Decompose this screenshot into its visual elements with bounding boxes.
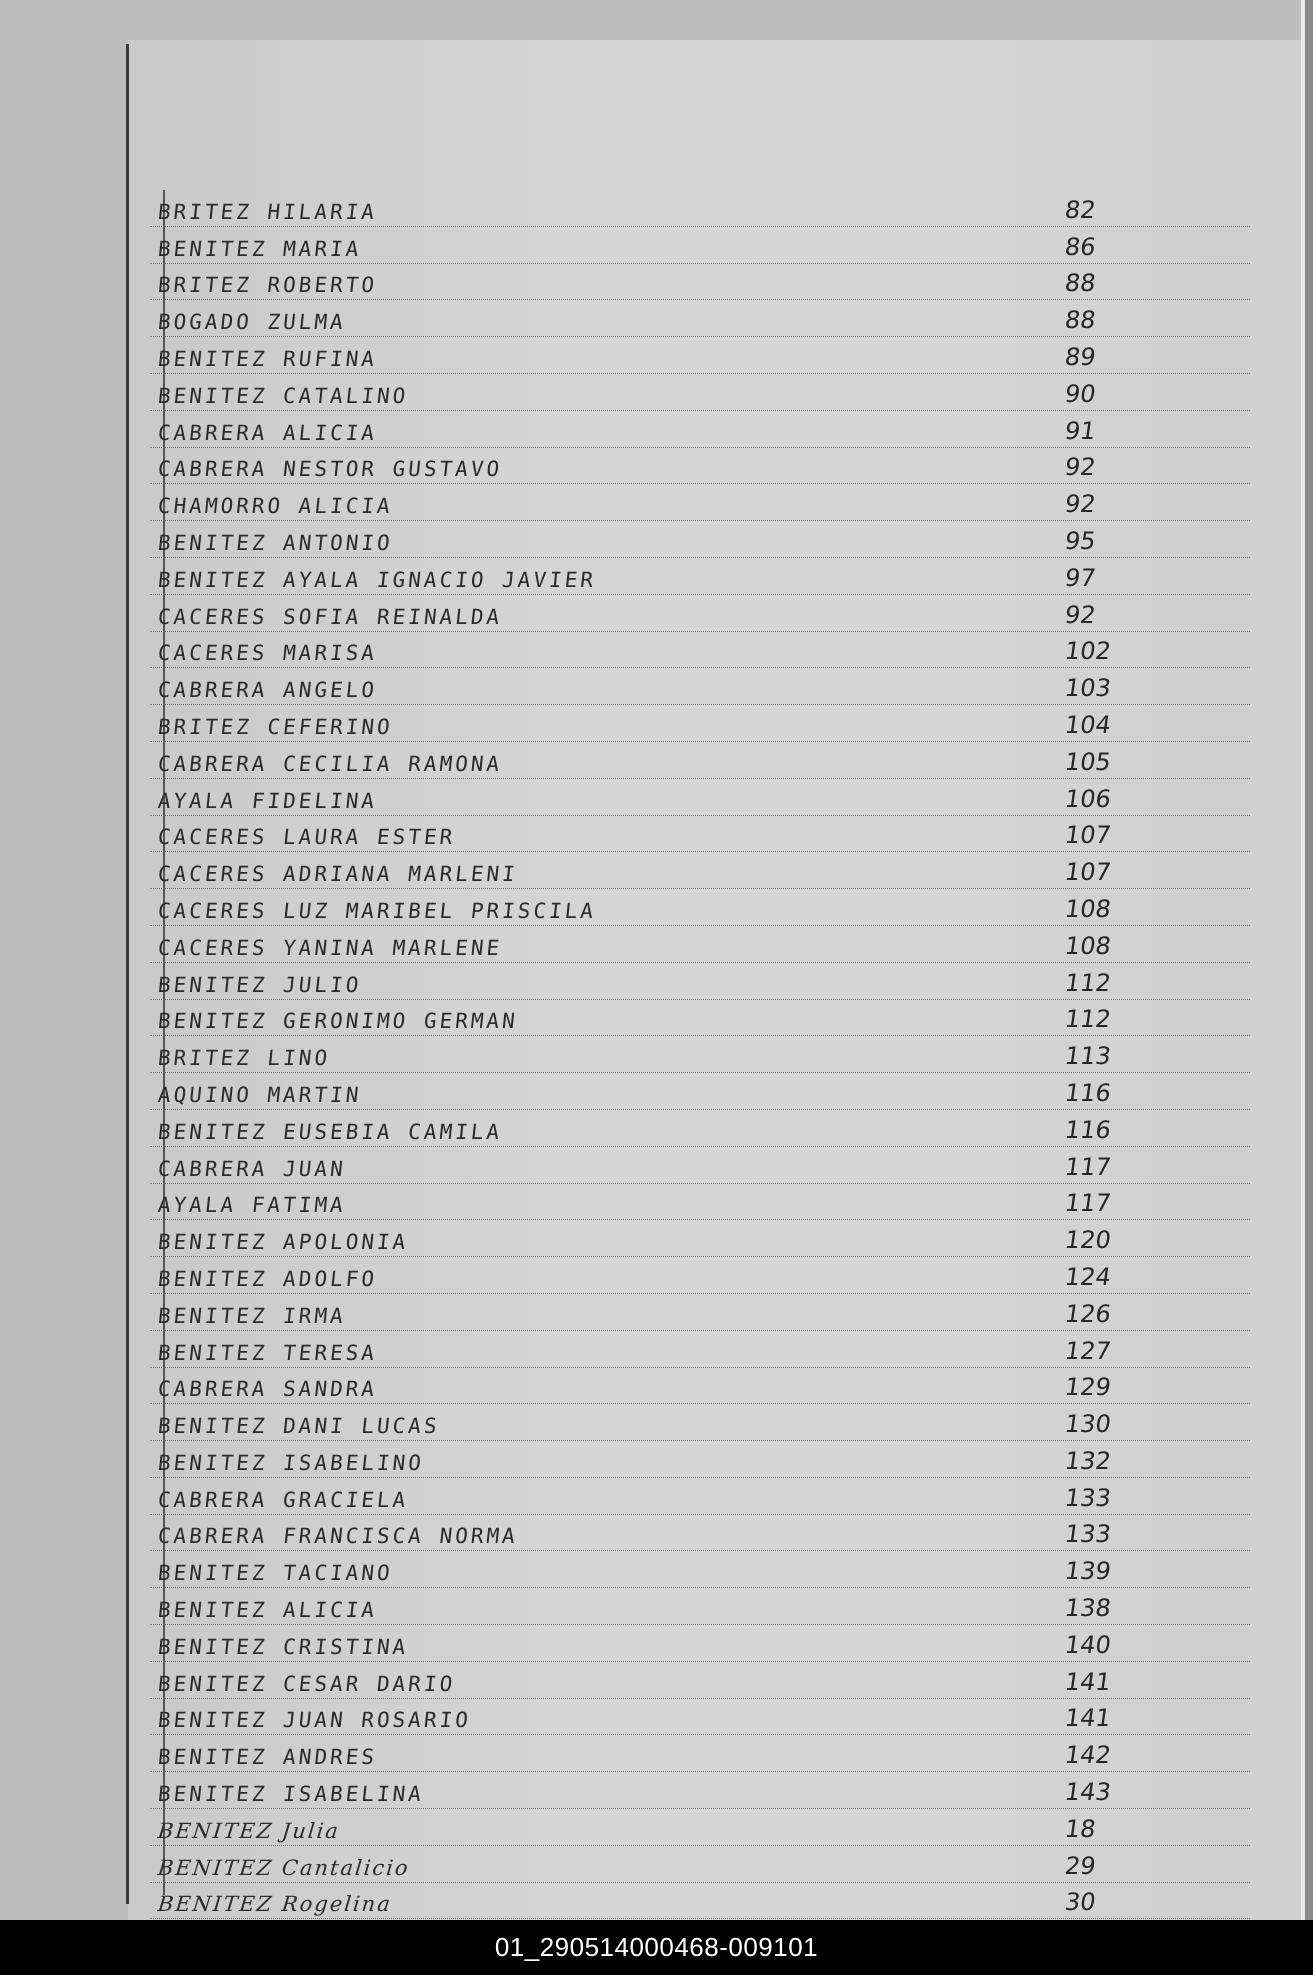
list-item: [150, 852, 1250, 889]
entry-number: 133: [1063, 1520, 1113, 1549]
list-item: [150, 448, 1250, 485]
entry-number: 105: [1063, 747, 1113, 776]
entry-number: 97: [1063, 563, 1098, 592]
entry-name: CABRERA ANGELO: [156, 678, 379, 703]
entry-name: BENITEZ IRMA: [156, 1303, 347, 1328]
entry-name: CACERES YANINA MARLENE: [156, 935, 504, 960]
list-item: [150, 1404, 1250, 1441]
list-item: [150, 1515, 1250, 1552]
entry-number: 116: [1063, 1078, 1113, 1107]
list-item: [150, 374, 1250, 411]
list-item: [150, 926, 1250, 963]
list-item: [150, 1551, 1250, 1588]
entry-name: BENITEZ ADOLFO: [156, 1266, 379, 1291]
entry-number: 102: [1063, 637, 1113, 666]
binding-edge: [126, 44, 129, 1904]
list-item: [150, 1846, 1250, 1883]
entry-number: 82: [1063, 195, 1098, 224]
list-item: [150, 595, 1250, 632]
entry-name: BRITEZ HILARIA: [156, 199, 379, 224]
entry-name: BENITEZ TACIANO: [156, 1561, 394, 1586]
entry-number: 132: [1063, 1446, 1113, 1475]
entry-name: BRITEZ ROBERTO: [156, 273, 379, 298]
list-item: [150, 1699, 1250, 1736]
list-item: [150, 668, 1250, 705]
entry-number: 88: [1063, 269, 1098, 298]
entry-number: 112: [1063, 968, 1113, 997]
entry-name: BRITEZ LINO: [156, 1046, 332, 1071]
entry-number: 130: [1063, 1410, 1113, 1439]
entry-number: 92: [1063, 600, 1098, 629]
entry-number: 124: [1063, 1262, 1113, 1291]
entry-name: BENITEZ ANTONIO: [156, 530, 394, 555]
list-item: [150, 411, 1250, 448]
list-item: [150, 190, 1250, 227]
entry-number: 126: [1063, 1299, 1113, 1328]
entry-number: 18: [1063, 1814, 1098, 1843]
list-item: [150, 742, 1250, 779]
entry-number: 88: [1063, 306, 1098, 335]
entry-number: 112: [1063, 1005, 1113, 1034]
entry-name: AQUINO MARTIN: [156, 1082, 363, 1107]
entry-name: BENITEZ CESAR DARIO: [156, 1671, 457, 1696]
entry-name: BENITEZ JUAN ROSARIO: [156, 1708, 473, 1733]
entry-name: BENITEZ ALICIA: [156, 1598, 379, 1623]
entry-number: 29: [1063, 1851, 1098, 1880]
list-item: [150, 1588, 1250, 1625]
entry-number: 139: [1063, 1557, 1113, 1586]
entry-number: 95: [1063, 526, 1098, 555]
list-item: [150, 1662, 1250, 1699]
list-item: [150, 558, 1250, 595]
entry-number: 129: [1063, 1373, 1113, 1402]
entry-number: 113: [1063, 1042, 1113, 1071]
entry-number: 141: [1063, 1667, 1113, 1696]
entry-name: CACERES SOFIA REINALDA: [156, 604, 504, 629]
list-item: [150, 300, 1250, 337]
entry-number: 141: [1063, 1704, 1113, 1733]
entry-number: 120: [1063, 1226, 1113, 1255]
entry-number: 140: [1063, 1630, 1113, 1659]
entry-number: 92: [1063, 453, 1098, 482]
entry-number: 92: [1063, 490, 1098, 519]
entry-name: BRITEZ CEFERINO: [156, 714, 394, 739]
entry-name: AYALA FIDELINA: [156, 788, 379, 813]
entry-name: BENITEZ ISABELINA: [156, 1782, 426, 1807]
list-item: [150, 889, 1250, 926]
entry-name: BENITEZ Rogelina: [156, 1892, 394, 1917]
list-item: [150, 963, 1250, 1000]
list-item: [150, 1073, 1250, 1110]
entry-name: BENITEZ EUSEBIA CAMILA: [156, 1119, 504, 1144]
name-list: [150, 190, 1250, 1919]
list-item: [150, 227, 1250, 264]
entry-number: 143: [1063, 1778, 1113, 1807]
list-item: [150, 1147, 1250, 1184]
entry-name: CABRERA NESTOR GUSTAVO: [156, 457, 504, 482]
list-item: [150, 1368, 1250, 1405]
list-item: [150, 484, 1250, 521]
list-item: [150, 1257, 1250, 1294]
entry-number: 104: [1063, 710, 1113, 739]
list-item: [150, 1441, 1250, 1478]
entry-name: BENITEZ MARIA: [156, 236, 363, 261]
list-item: [150, 1625, 1250, 1662]
entry-number: 138: [1063, 1594, 1113, 1623]
entry-name: CHAMORRO ALICIA: [156, 494, 394, 519]
entry-name: BENITEZ ISABELINO: [156, 1450, 426, 1475]
entry-name: BENITEZ AYALA IGNACIO JAVIER: [156, 567, 598, 592]
entry-number: 30: [1063, 1888, 1098, 1917]
entry-name: CABRERA JUAN: [156, 1156, 347, 1181]
entry-number: 89: [1063, 342, 1098, 371]
entry-number: 117: [1063, 1152, 1113, 1181]
entry-name: CABRERA SANDRA: [156, 1377, 379, 1402]
entry-name: BENITEZ Julia: [156, 1818, 342, 1843]
list-item: [150, 264, 1250, 301]
list-item: [150, 779, 1250, 816]
entry-name: CACERES LAURA ESTER: [156, 825, 457, 850]
entry-number: 108: [1063, 894, 1113, 923]
entry-name: CABRERA CECILIA RAMONA: [156, 751, 504, 776]
entry-name: BENITEZ DANI LUCAS: [156, 1414, 441, 1439]
entry-name: BENITEZ APOLONIA: [156, 1230, 410, 1255]
list-item: [150, 1772, 1250, 1809]
entry-name: CABRERA GRACIELA: [156, 1487, 410, 1512]
list-item: [150, 1883, 1250, 1920]
entry-name: BENITEZ TERESA: [156, 1340, 379, 1365]
list-item: [150, 1110, 1250, 1147]
entry-name: CACERES MARISA: [156, 641, 379, 666]
list-item: [150, 1036, 1250, 1073]
entry-name: BENITEZ JULIO: [156, 972, 363, 997]
entry-name: AYALA FATIMA: [156, 1193, 347, 1218]
list-item: [150, 1220, 1250, 1257]
list-item: [150, 816, 1250, 853]
list-item: [150, 1294, 1250, 1331]
document-id-label: 01_290514000468-009101: [494, 1932, 819, 1962]
list-item: [150, 1735, 1250, 1772]
entry-name: BOGADO ZULMA: [156, 310, 347, 335]
entry-number: 116: [1063, 1115, 1113, 1144]
entry-number: 107: [1063, 858, 1113, 887]
entry-number: 103: [1063, 674, 1113, 703]
entry-name: CABRERA ALICIA: [156, 420, 379, 445]
list-item: [150, 1809, 1250, 1846]
entry-number: 107: [1063, 821, 1113, 850]
footer-bar: [0, 1920, 1313, 1975]
list-item: [150, 1000, 1250, 1037]
page-edge-right: [1305, 0, 1313, 1920]
entry-name: BENITEZ RUFINA: [156, 346, 379, 371]
entry-number: 117: [1063, 1189, 1113, 1218]
list-item: [150, 632, 1250, 669]
list-item: [150, 705, 1250, 742]
entry-number: 86: [1063, 232, 1098, 261]
entry-name: BENITEZ CRISTINA: [156, 1634, 410, 1659]
list-item: [150, 1184, 1250, 1221]
list-item: [150, 337, 1250, 374]
entry-name: CABRERA FRANCISCA NORMA: [156, 1524, 520, 1549]
entry-name: BENITEZ Cantalicio: [156, 1855, 411, 1880]
entry-name: CACERES LUZ MARIBEL PRISCILA: [156, 898, 598, 923]
entry-name: BENITEZ ANDRES: [156, 1745, 379, 1770]
entry-number: 106: [1063, 784, 1113, 813]
entry-number: 127: [1063, 1336, 1113, 1365]
entry-number: 108: [1063, 931, 1113, 960]
page-edge-highlight: [1301, 0, 1305, 1920]
entry-number: 142: [1063, 1741, 1113, 1770]
entry-name: BENITEZ CATALINO: [156, 383, 410, 408]
entry-name: BENITEZ GERONIMO GERMAN: [156, 1009, 520, 1034]
entry-number: 133: [1063, 1483, 1113, 1512]
entry-name: CACERES ADRIANA MARLENI: [156, 862, 520, 887]
entry-number: 90: [1063, 379, 1098, 408]
list-item: [150, 1478, 1250, 1515]
list-item: [150, 1331, 1250, 1368]
list-item: [150, 521, 1250, 558]
entry-number: 91: [1063, 416, 1098, 445]
